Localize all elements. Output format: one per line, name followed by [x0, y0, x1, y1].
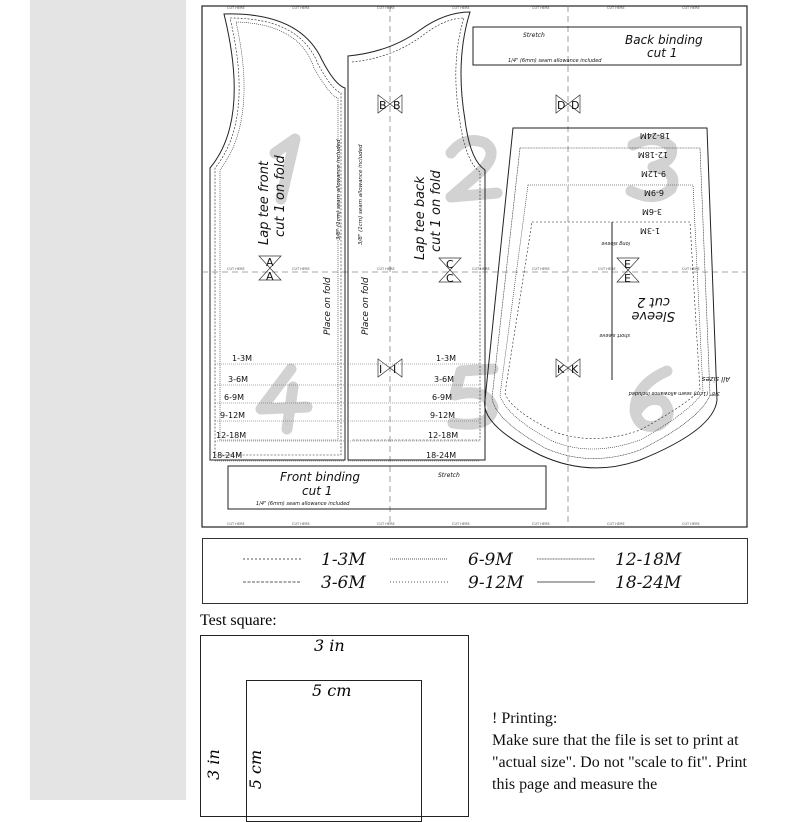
front-size-label: 1-3M: [232, 354, 252, 363]
test-square-width: 3 in: [314, 636, 345, 655]
sleeve-size-label: 18-24M: [639, 131, 670, 140]
notch-letter: C: [446, 272, 454, 285]
sleeve-size-label: 9-12M: [640, 169, 666, 178]
cut-here-label: CUT HERE: [452, 6, 470, 10]
notch-letter: I: [379, 363, 383, 376]
cut-here-label: CUT HERE: [532, 522, 550, 526]
cut-here-label: CUT HERE: [227, 522, 245, 526]
notch-letter: B: [393, 99, 401, 112]
sleeve-size-label: 1-3M: [640, 226, 660, 235]
front-binding-title: Front binding: [280, 470, 361, 484]
cut-here-label: CUT HERE: [532, 6, 550, 10]
cut-here-label: CUT HERE: [682, 267, 700, 271]
cut-here-label: CUT HERE: [607, 522, 625, 526]
back-binding-seam: 1/4" (6mm) seam allowance included: [508, 58, 602, 64]
front-seam: 3/8" (1cm) seam allowance included: [336, 139, 342, 240]
cut-here-label: CUT HERE: [452, 522, 470, 526]
front-size-label: 3-6M: [228, 375, 248, 384]
cut-here-label: CUT HERE: [292, 522, 310, 526]
test-square-inner-width: 5 cm: [312, 681, 352, 700]
cut-here-label: CUT HERE: [292, 6, 310, 10]
sleeve-size-label: 3-6M: [642, 207, 662, 216]
cut-here-label: CUT HERE: [682, 6, 700, 10]
back-size-label: 1-3M: [436, 354, 456, 363]
back-size-label: 12-18M: [428, 431, 459, 440]
back-binding-title: Back binding: [625, 33, 703, 47]
back-size-label: 3-6M: [434, 375, 454, 384]
test-square-inner-height: 5 cm: [246, 749, 266, 790]
back-subtitle: cut 1 on fold: [429, 170, 444, 252]
cut-here-label: CUT HERE: [682, 522, 700, 526]
printing-instructions: [492, 708, 752, 796]
cut-here-label: CUT HERE: [532, 267, 550, 271]
notch-letter: K: [571, 363, 579, 376]
front-size-label: 18-24M: [212, 451, 243, 460]
test-square-label: Test square:: [200, 612, 277, 629]
front-size-label: 9-12M: [220, 411, 246, 420]
sleeve-long: long sleeve: [601, 240, 630, 246]
notch-letter: I: [393, 363, 397, 376]
notch-letter: D: [557, 99, 566, 112]
front-binding-seam: 1/4" (6mm) seam allowance included: [256, 501, 350, 507]
notch-letter: K: [557, 363, 565, 376]
legend-item: [243, 573, 366, 593]
legend-item: [537, 550, 682, 570]
legend-item: [243, 550, 366, 570]
back-binding-subtitle: cut 1: [647, 46, 678, 60]
sleeve-short: short sleeve: [599, 332, 630, 338]
front-size-label: 12-18M: [216, 431, 247, 440]
size-legend: [202, 538, 748, 604]
notch-letter: B: [379, 99, 387, 112]
back-binding-stretch: Stretch: [523, 32, 545, 39]
sleeve-title: Sleeve: [631, 308, 675, 323]
legend-label: 9-12M: [468, 573, 524, 593]
front-fold: Place on fold: [323, 277, 333, 335]
printing-body: Make sure that the file is set to print at "actual size". Do not "scale to fit". Print this page and measure the: [492, 732, 747, 793]
cut-here-label: CUT HERE: [227, 6, 245, 10]
cut-here-label: CUT HERE: [598, 267, 616, 271]
back-size-label: 18-24M: [426, 451, 457, 460]
cut-here-label: CUT HERE: [292, 267, 310, 271]
printing-heading: ! Printing:: [492, 710, 558, 727]
back-fold: Place on fold: [361, 277, 371, 335]
front-binding-stretch: Stretch: [438, 472, 460, 479]
legend-label: 1-3M: [321, 550, 366, 570]
back-title: Lap tee back: [413, 176, 428, 260]
notch-letter: A: [266, 270, 274, 283]
front-binding-subtitle: cut 1: [302, 484, 333, 498]
back-size-label: 9-12M: [430, 411, 456, 420]
legend-label: 18-24M: [615, 573, 682, 593]
front-size-label: 6-9M: [224, 393, 244, 402]
sleeve-size-label: 6-9M: [644, 188, 664, 197]
cut-here-label: CUT HERE: [377, 6, 395, 10]
sleeve-all-sizes: All sizes: [701, 375, 730, 383]
legend-item: [537, 573, 682, 593]
sleeve-subtitle: cut 2: [637, 294, 670, 309]
notch-letter: A: [266, 256, 274, 269]
notch-letter: C: [446, 258, 454, 271]
test-square-5cm: [246, 680, 422, 822]
legend-label: 6-9M: [468, 550, 513, 570]
legend-item: [390, 573, 524, 593]
legend-label: 3-6M: [321, 573, 366, 593]
legend-label: 12-18M: [615, 550, 682, 570]
cut-here-label: CUT HERE: [472, 267, 490, 271]
back-seam: 3/8" (1cm) seam allowance included: [358, 144, 364, 245]
back-size-label: 6-9M: [432, 393, 452, 402]
notch-letter: E: [624, 258, 631, 271]
sleeve-size-label: 12-18M: [637, 150, 668, 159]
front-title: Lap tee front: [257, 160, 272, 245]
cut-here-label: CUT HERE: [607, 6, 625, 10]
notch-letter: D: [571, 99, 580, 112]
sleeve-seam: 3/8" (1cm) seam allowance included: [628, 390, 720, 396]
cut-here-label: CUT HERE: [227, 267, 245, 271]
cut-here-label: CUT HERE: [377, 522, 395, 526]
cut-here-label: CUT HERE: [377, 267, 395, 271]
test-square-height: 3 in: [203, 749, 223, 780]
front-subtitle: cut 1 on fold: [273, 155, 288, 237]
notch-letter: E: [624, 272, 631, 285]
legend-item: [390, 550, 513, 570]
